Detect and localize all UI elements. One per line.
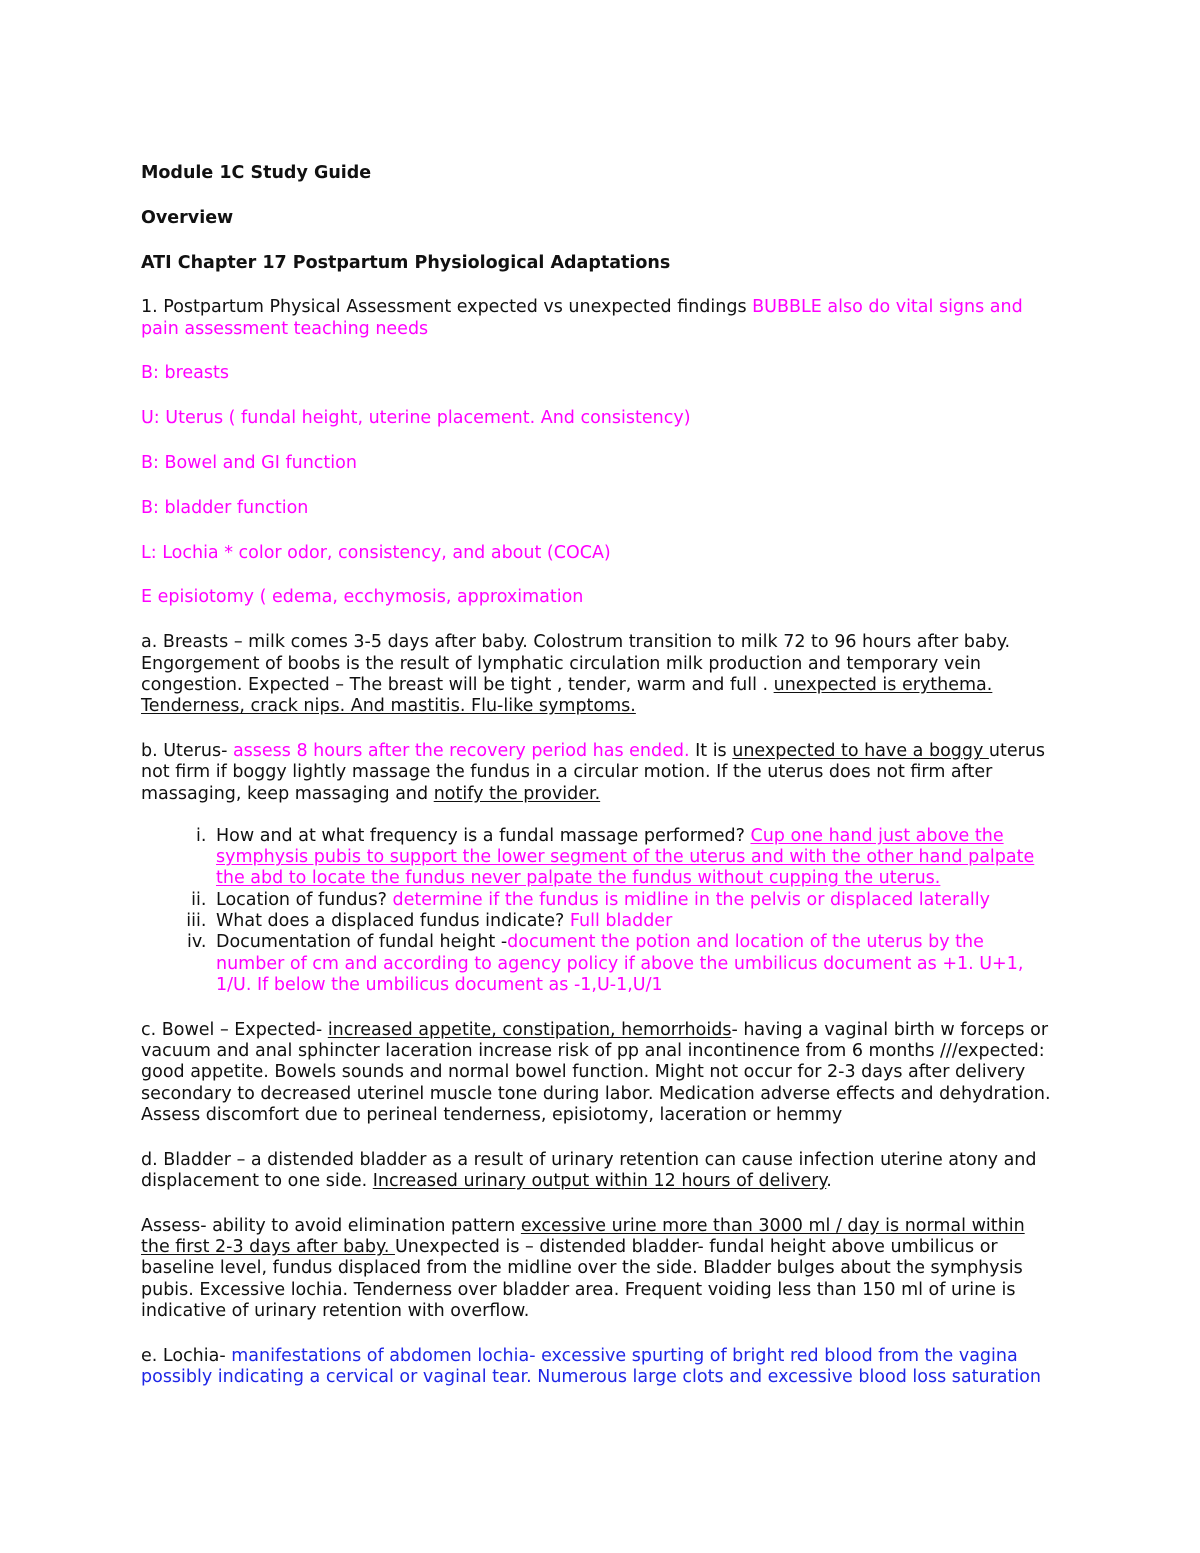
list-item <box>212 932 1056 996</box>
list-item <box>212 826 1056 890</box>
uterus-text-1: It is <box>689 740 733 761</box>
bubble-bowel: B: Bowel and GI function <box>141 453 357 474</box>
paragraph-bladder <box>141 1150 1056 1193</box>
uterus-label: b. Uterus- <box>141 740 233 761</box>
breasts-text: a. Breasts – milk comes 3-5 days after baby. Colostrum transition to milk 72 to 96 hours after baby. Engorgement of boobs is the result of lymphatic circulation milk production and temporary vein congestion. Expected – The breast will be tight , tender, warm and full . <box>141 632 1011 695</box>
answer-text: document the potion and location of the uterus by the number of cm and according to agency policy if above the umbilicus document as +1. U+1, 1/U. If below the umbilicus document as -1,U-1,U/1 <box>216 932 1024 995</box>
uterus-notify: notify the provider. <box>433 783 601 804</box>
list-item <box>212 911 1056 932</box>
lochia-label: e. Lochia- <box>141 1345 232 1366</box>
paragraph-assess <box>141 1216 1056 1322</box>
bubble-breasts: B: breasts <box>141 363 229 384</box>
bowel-expected: increased appetite, constipation, hemorrhoids <box>327 1019 732 1040</box>
answer-text: Cup one hand just above the symphysis pubis to support the lower segment of the uterus and with the other hand palpate the abd to locate the fundus never palpate the fundus without cupping the uterus. <box>216 825 1035 889</box>
answer-text: determine if the fundus is midline in the pelvis or displaced laterally <box>392 889 991 910</box>
fundus-question-list <box>141 826 1056 996</box>
uterus-unexpected: unexpected to have a boggy <box>732 740 989 761</box>
question-text: What does a displaced fundus indicate? <box>216 911 570 932</box>
question-text: Location of fundus? <box>216 889 393 910</box>
paragraph-uterus <box>141 741 1056 805</box>
chapter-heading: ATI Chapter 17 Postpartum Physiological Adaptations <box>141 252 671 273</box>
bowel-text-1: c. Bowel – Expected- <box>141 1019 328 1040</box>
item-1-text: 1. Postpartum Physical Assessment expected vs unexpected findings <box>141 297 753 318</box>
bubble-uterus: U: Uterus ( fundal height, uterine placement. And consistency) <box>141 408 691 429</box>
assess-text-2: Unexpected is – distended bladder- fundal height above umbilicus or baseline level, fundus displaced from the midline over the side. Bladder bulges about the symphysis pubis. Excessive lochia. Tenderness over bladder area. Frequent voiding less than 150 ml of urine is indicative of urinary retention with overflow. <box>141 1237 1023 1321</box>
question-text: How and at what frequency is a fundal massage performed? <box>216 825 751 846</box>
document-body <box>141 163 1056 1412</box>
uterus-text-2: uterus not firm if boggy lightly massage the fundus in a circular motion. If the uterus does not firm after massaging, keep massaging and <box>141 740 1046 804</box>
list-item <box>212 890 1056 911</box>
bowel-text-2: - having a vaginal birth w forceps or vacuum and anal sphincter laceration increase risk of pp anal incontinence from 6 months ///expected: good appetite. Bowels sounds and normal bowel function. Might not occur for 2-3 days after delivery secondary to decreased uterinel muscle tone during labor. Medication adverse effects and dehydration. Assess discomfort due to perineal tenderness, episiotomy, laceration or hemmy <box>141 1019 1051 1125</box>
bladder-output: Increased urinary output within 12 hours of delivery <box>372 1171 827 1191</box>
section-overview-heading: Overview <box>141 207 234 228</box>
breasts-unexpected: unexpected is erythema. Tenderness, crack nips. And mastitis. Flu-like symptoms. <box>141 674 993 717</box>
bubble-episiotomy: E episiotomy ( edema, ecchymosis, approximation <box>141 587 584 608</box>
question-text: Documentation of fundal height - <box>216 932 508 953</box>
document-title: Module 1C Study Guide <box>141 163 372 183</box>
paragraph-breasts <box>141 632 1056 717</box>
bubble-lochia: L: Lochia * color odor, consistency, and about (COCA) <box>141 542 611 563</box>
answer-text: Full bladder <box>569 911 673 932</box>
bubble-bladder: B: bladder function <box>141 497 309 518</box>
uterus-note: assess 8 hours after the recovery period has ended. <box>232 740 690 761</box>
lochia-note: manifestations of abdomen lochia- excessive spurting of bright red blood from the vagina possibly indicating a cervical or vaginal tear. Numerous large clots and excessive blood loss saturation <box>141 1345 1041 1388</box>
assess-text-1: Assess- ability to avoid elimination pattern <box>141 1215 521 1236</box>
paragraph-bowel <box>141 1020 1056 1126</box>
bladder-text: d. Bladder – a distended bladder as a result of urinary retention can cause infection uterine atony and displacement to one side. <box>141 1149 1037 1191</box>
assess-normal: excessive urine more than 3000 ml / day is normal within the first 2-3 days after baby. <box>141 1215 1025 1258</box>
item-1-note: BUBBLE also do vital signs and pain assessment teaching needs <box>141 297 1023 339</box>
item-1-paragraph <box>141 297 1056 340</box>
bladder-end: . <box>826 1171 832 1191</box>
paragraph-lochia <box>141 1346 1056 1389</box>
